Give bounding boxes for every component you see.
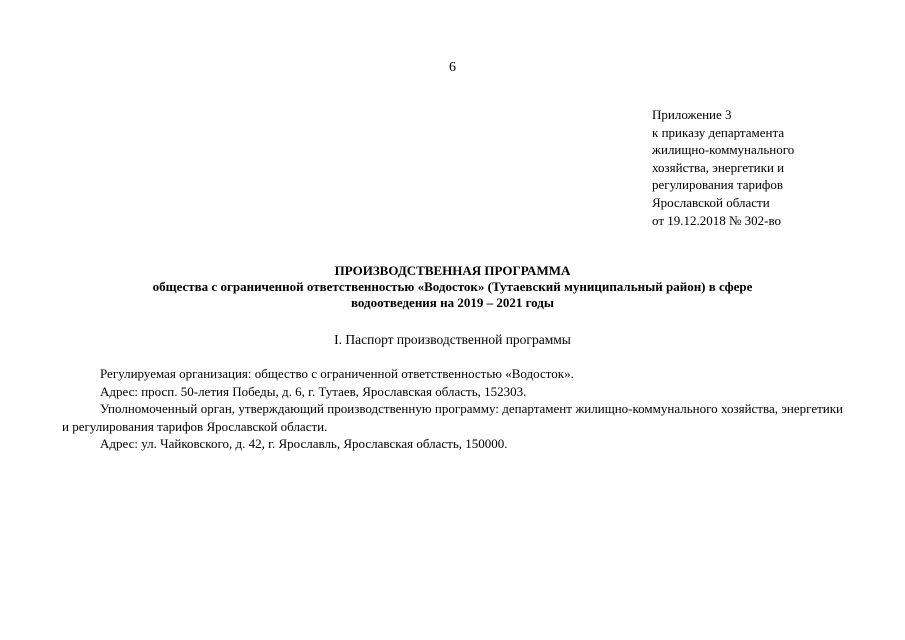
appendix-line: регулирования тарифов [652,177,783,193]
title-line: ПРОИЗВОДСТВЕННАЯ ПРОГРАММА [334,263,571,278]
appendix-line: хозяйства, энергетики и [652,159,785,175]
title-line: водоотведения на 2019 – 2021 годы [351,295,554,310]
document-title [60,263,845,311]
appendix-line: Ярославской области [652,194,770,210]
page-number: 6 [449,60,456,75]
regulated-org-paragraph: Регулируемая организация: общество с ограниченной ответственностью «Водосток». [100,366,574,381]
title-line: общества с ограниченной ответственностью «Водосток» (Тутаевский муниципальный район) в сфере [152,279,753,294]
appendix-block [652,106,892,229]
authorized-body-paragraph: Уполномоченный орган, утверждающий производственную программу: департамент жилищно-коммунального хозяйства, энергетики и регулирования тарифов Ярославской области. [62,401,843,434]
authorized-body-address-paragraph: Адрес: ул. Чайковского, д. 42, г. Ярославль, Ярославская область, 150000. [100,436,508,451]
appendix-line: Приложение 3 [652,107,732,122]
section-heading: I. Паспорт производственной программы [334,332,571,347]
regulated-org-address-paragraph: Адрес: просп. 50-летия Победы, д. 6, г. Тутаев, Ярославская область, 152303. [100,383,527,399]
appendix-line: жилищно-коммунального [652,142,795,158]
appendix-line: от 19.12.2018 № 302-во [652,212,782,228]
appendix-line: к приказу департамента [652,124,785,140]
passport-section [62,365,843,453]
